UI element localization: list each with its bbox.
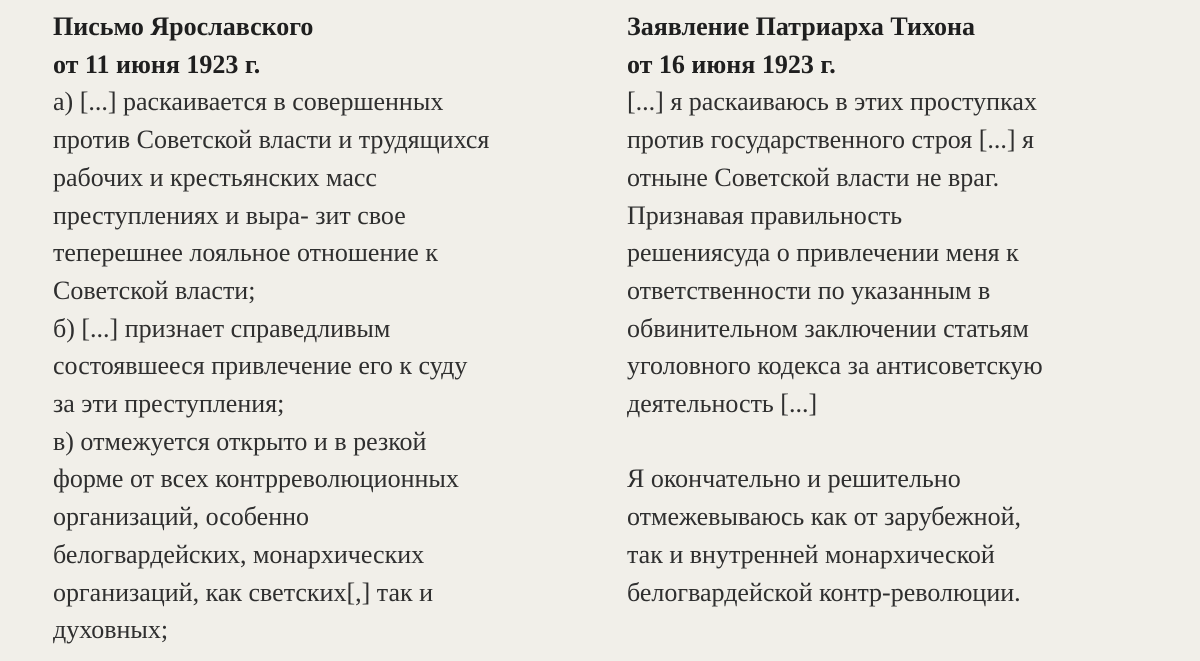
left-text-line: Советской власти; (53, 275, 256, 305)
right-text-line: уголовного кодекса за антисоветскую (627, 351, 1043, 381)
left-text-line: состоявшееся привлечение его к суду (53, 351, 468, 381)
left-text-line: в) отмежуется открыто и в резкой (53, 426, 427, 456)
left-text-line: духовных; (53, 615, 169, 645)
left-text-line: преступлениях и выра- зит свое (53, 200, 406, 230)
right-column (627, 8, 1197, 611)
right-text-line: белогвардейской контр-революции. (627, 577, 1021, 607)
left-text-line: организаций, как светских[,] так и (53, 577, 434, 607)
right-blank-line (627, 423, 1197, 461)
right-text-line: деятельность [...] (627, 389, 818, 419)
left-text-line: за эти преступления; (53, 389, 285, 419)
left-text-line: рабочих и крестьянских масс (53, 162, 377, 192)
right-text-line: так и внутренней монархической (627, 539, 995, 569)
right-text-line: Я окончательно и решительно (627, 464, 961, 494)
right-heading-line-1: Заявление Патриарха Тихона (627, 12, 975, 41)
right-text-line: Признавая правильность (627, 200, 903, 230)
right-text-line: [...] я раскаиваюсь в этих проступках (627, 87, 1037, 117)
left-text-line: организаций, особенно (53, 502, 310, 532)
cropped-previous-line (0, 0, 1200, 2)
left-text-line: а) [...] раскаивается в совершенных (53, 87, 444, 117)
left-column (53, 8, 613, 649)
left-text-line: теперешнее лояльное отношение к (53, 238, 438, 268)
left-heading-line-2: от 11 июня 1923 г. (53, 49, 261, 79)
right-heading-line-2: от 16 июня 1923 г. (627, 49, 836, 79)
left-text-line: б) [...] признает справедливым (53, 313, 391, 343)
right-text-line: отмежевываюсь как от зарубежной, (627, 502, 1021, 532)
right-text-line: решениясуда о привлечении меня к (627, 238, 1019, 268)
right-text-line: против государственного строя [...] я (627, 125, 1034, 155)
left-heading-line-1: Письмо Ярославского (53, 12, 314, 41)
left-text-line: форме от всех контрреволюционных (53, 464, 459, 494)
right-text-line: обвинительном заключении статьям (627, 313, 1029, 343)
right-text-line: отныне Советской власти не враг. (627, 162, 1000, 192)
left-text-line: против Советской власти и трудящихся (53, 125, 490, 155)
right-text-line: ответственности по указанным в (627, 275, 991, 305)
left-text-line: белогвардейских, монархических (53, 539, 425, 569)
